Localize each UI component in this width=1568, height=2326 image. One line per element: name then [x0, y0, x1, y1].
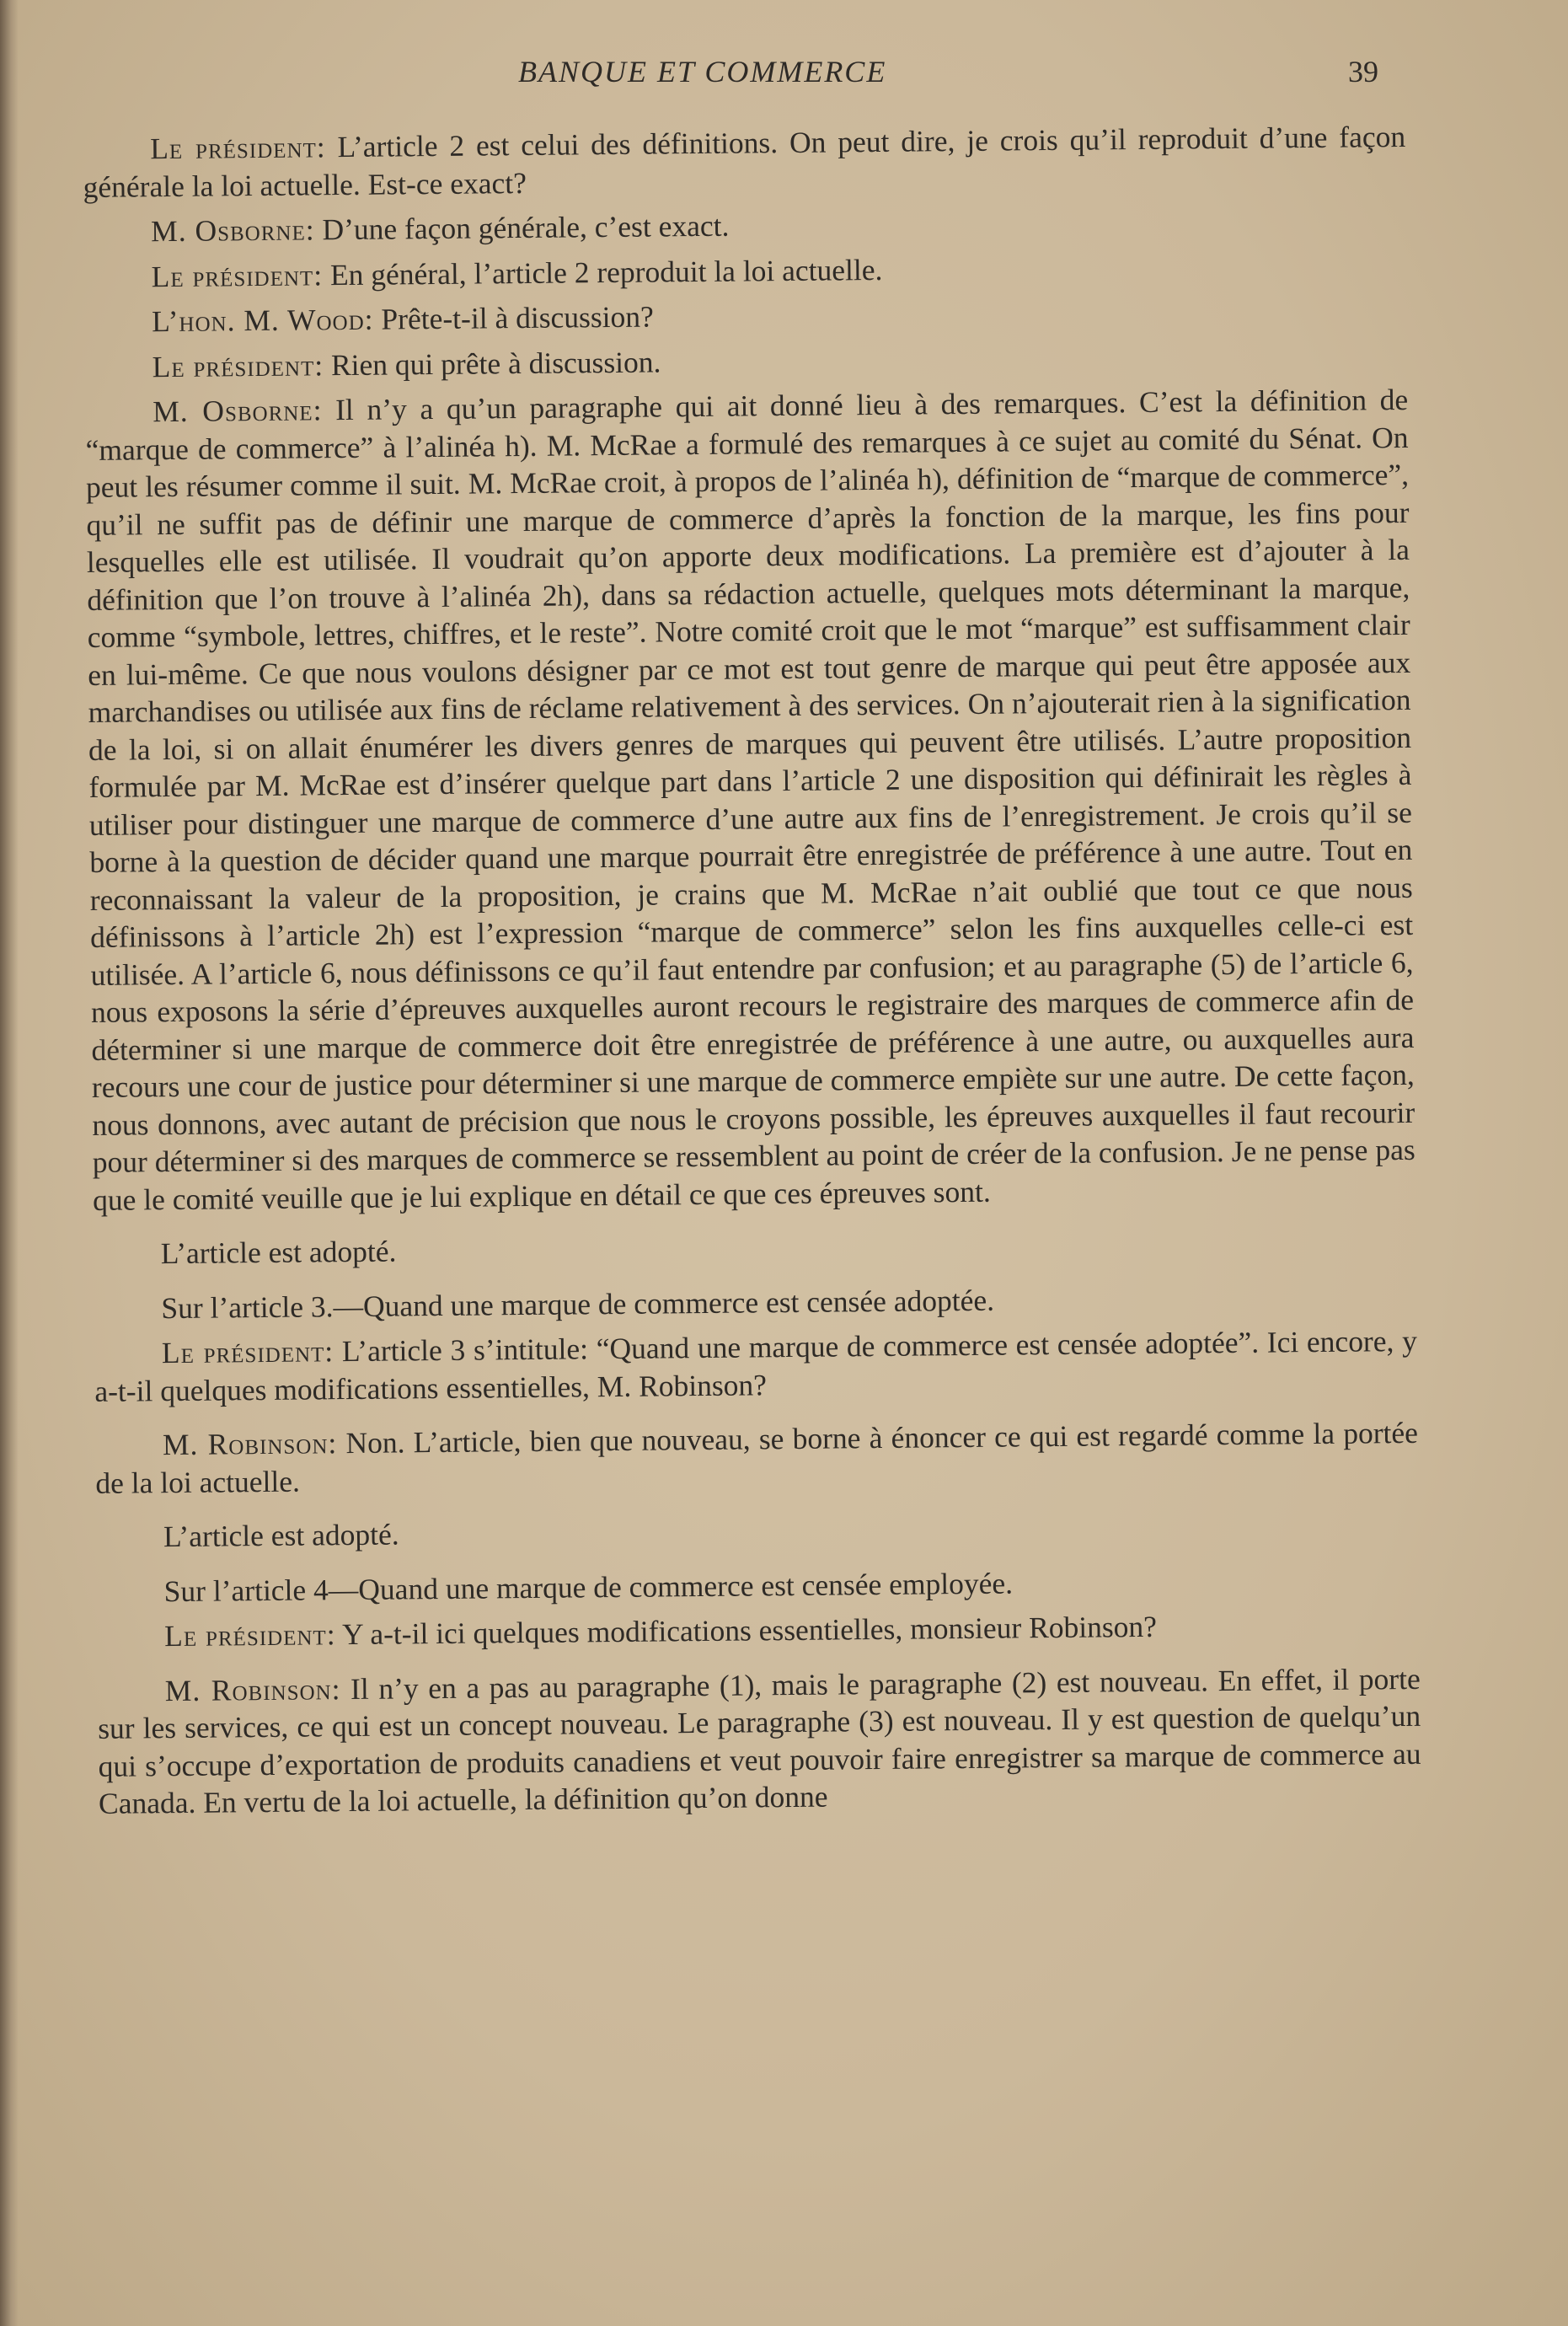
paragraph	[94, 1277, 1416, 1327]
paragraph	[85, 381, 1415, 1219]
page-number: 39	[1348, 55, 1378, 88]
speaker-label: Le président:	[163, 1617, 336, 1653]
paragraph-text: En général, l’article 2 reproduit la loi actuelle.	[322, 252, 883, 292]
paragraph	[95, 1414, 1419, 1502]
paragraph-text: Non. L’article, bien que nouveau, se borne à énoncer ce qui est regardé comme la portée de la loi actuelle.	[95, 1415, 1419, 1500]
paragraph-text: L’article 2 est celui des définitions. On peut dire, je crois qu’il reproduit d’une façon générale la loi actuelle. Est-ce exact?	[83, 119, 1406, 204]
paragraph-text: Rien qui prête à discussion.	[323, 344, 661, 382]
running-title: BANQUE ET COMMERCE	[518, 55, 887, 88]
paragraph-text: L’article 3 s’intitule: “Quand une marque de commerce est censée adoptée”. Ici encore, y a-t-il quelques modifications essentielles, M. Robinson?	[94, 1323, 1418, 1408]
speaker-label: M. Osborne:	[153, 393, 323, 429]
paragraph-text: D’une façon générale, c’est exact.	[314, 208, 730, 247]
body-text	[83, 118, 1421, 1830]
paragraph-text: L’article est adopté.	[160, 1234, 397, 1271]
book-spine-shadow	[0, 0, 19, 2326]
paragraph-text: Sur l’article 3.—Quand une marque de commerce est censée adoptée.	[161, 1283, 995, 1325]
speaker-label: M. Robinson:	[164, 1671, 341, 1707]
paragraph	[96, 1506, 1419, 1557]
speaker-label: Le président:	[150, 130, 326, 166]
paragraph-text: Il n’y en a pas au paragraphe (1), mais le paragraphe (2) est nouveau. En effet, il porte sur les services, ce qui est un concept nouveau. Le paragraphe (3) est nouveau. Il y est question de quelqu’un qui s’occupe d’exportation de produits canadiens et veut pouvoir faire enregistrer sa marque de commerce au Canada. En vertu de la loi actuelle, la définition qu’on donne	[98, 1661, 1421, 1820]
paragraph	[83, 118, 1406, 206]
paragraph-text: L’article est adopté.	[163, 1517, 399, 1554]
paragraph	[84, 291, 1407, 341]
speaker-label: L’hon. M. Wood:	[151, 302, 374, 339]
running-header	[0, 54, 1568, 105]
paragraph-text: Y a-t-il ici quelques modifications essentielles, monsieur Robinson?	[335, 1609, 1158, 1652]
paragraph	[83, 201, 1406, 251]
paragraph	[97, 1605, 1420, 1656]
paragraph	[83, 245, 1406, 296]
speaker-label: M. Osborne:	[150, 212, 315, 249]
speaker-label: Le président:	[152, 347, 324, 383]
paragraph	[84, 335, 1407, 386]
paragraph-text: Prête-t-il à discussion?	[373, 299, 654, 336]
paragraph	[94, 1223, 1416, 1273]
speaker-label: Le président:	[161, 1334, 334, 1370]
paragraph-text: Il n’y a qu’un paragraphe qui ait donné lieu à des remarques. C’est la définition de “marque de commerce” à l’alinéa h). M. McRae a formulé des remarques à ce sujet au comité du Sénat. On peut les résumer comme il suit. M. McRae croit, à propos de l’alinéa h), définition de “marque de commerce”, qu’il ne suffit pas de définir une marque de commerce d’après la fonction de la marque, les fins pour lesquelles elle est utilisée. Il voudrait qu’on apporte deux modifications. La première est d’ajouter à la définition que l’on trouve à l’alinéa 2h), dans sa rédaction actuelle, quelques mots déterminant la marque, comme “symbole, lettres, chiffres, et le reste”. Notre comité croit que le mot “marque” est suffisamment clair en lui-même. Ce que nous voulons désigner par ce mot est tout genre de marque qui peut être apposée aux marchandises ou utilisée aux fins de réclame relativement à des services. On n’ajouterait rien à la signification de la loi, si on allait énumérer les divers genres de marques qui peuvent être utilisés. L’autre proposition formulée par M. McRae est d’insérer quelque part dans l’article 2 une disposition qui définirait les règles à utiliser pour distinguer une marque de commerce d’une autre aux fins de l’enregistrement. Je crois qu’il se borne à la question de décider quand une marque pourrait être enregistrée de préférence à une autre. Tout en reconnaissant la valeur de la proposition, je crains que M. McRae n’ait oublié que tout ce que nous définissons à l’article 2h) est l’expression “marque de commerce” selon les fins auxquelles celle-ci est utilisée. A l’article 6, nous définissons ce qu’il faut entendre par confusion; et au paragraphe (5) de l’article 6, nous exposons la série d’épreuves auxquelles auront recours le registraire des marques de commerce afin de déterminer si une marque de commerce doit être enregistrée de préférence à une autre, ou auxquelles aura recours une cour de justice pour déterminer si une marque de commerce empiète sur une autre. De cette façon, nous donnons, avec autant de précision que nous le croyons possible, les épreuves auxquelles il faut recourir pour déterminer si des marques de commerce se ressemblent au point de créer de la confusion. Je ne pense pas que le comité veuille que je lui explique en détail ce que ces épreuves sont.	[85, 382, 1415, 1217]
paragraph-text: Sur l’article 4—Quand une marque de commerce est censée employée.	[163, 1565, 1014, 1608]
paragraph	[96, 1560, 1419, 1611]
paragraph	[98, 1659, 1422, 1822]
speaker-label: Le président:	[151, 257, 324, 293]
speaker-label: M. Robinson:	[162, 1426, 338, 1462]
paragraph	[94, 1322, 1418, 1410]
